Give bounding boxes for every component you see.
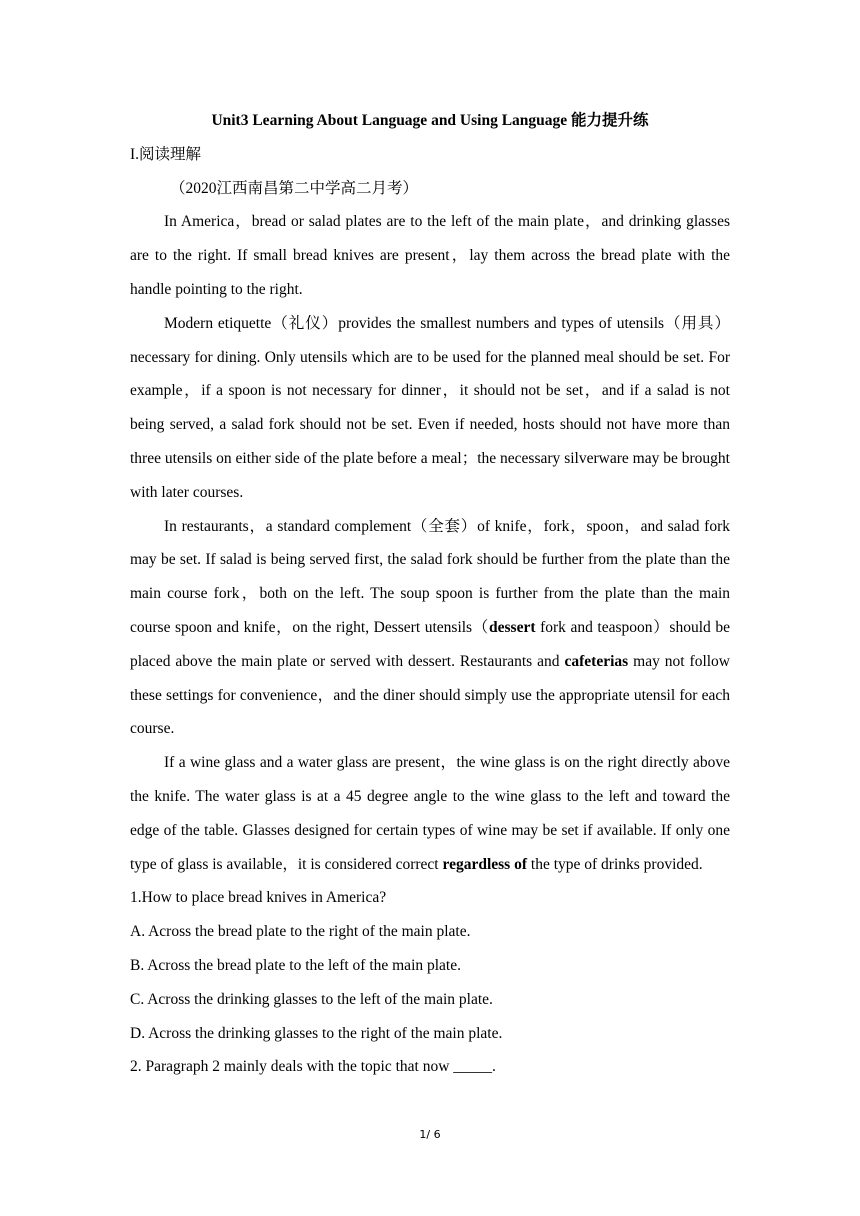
- page-number: 1/ 6: [419, 1128, 441, 1141]
- question-1-option-a: A. Across the bread plate to the right of the main plate.: [130, 923, 471, 941]
- section-heading: I.阅读理解: [130, 145, 202, 163]
- paragraph-3-part-a: In restaurants，a standard complement（全套）of knife，fork，spoon，and salad fork may be set. If salad is being served first, the salad fork should be further from the plate than the main course fork，both on the left. The soup spoon is further from the plate than the main course spoon and knife，on the right, Dessert utensils（: [130, 517, 730, 636]
- question-1-option-c: C. Across the drinking glasses to the left of the main plate.: [130, 990, 493, 1008]
- paragraph-4-part-a: If a wine glass and a water glass are present，the wine glass is on the right directly above the knife. The water glass is at a 45 degree angle to the wine glass to the left and toward the edge of the table. Glasses designed for certain types of wine may be set if available. If only one type of glass is available，it is considered correct: [130, 754, 730, 873]
- paragraph-3-part-b: fork and teaspoon）should be placed above the main plate or served with dessert. Restaurants and: [130, 618, 730, 670]
- question-1-option-d: D. Across the drinking glasses to the right of the main plate.: [130, 1024, 503, 1042]
- paragraph-3-part-c: may not follow these settings for convenience，and the diner should simply use the appropriate utensil for each course.: [130, 652, 730, 738]
- paragraph-2: Modern etiquette（礼仪）provides the smallest numbers and types of utensils（用具）necessary for dining. Only utensils which are to be used for the planned meal should be set. For example，if a spoon is not necessary for dinner，it should not be set，and if a salad is not being served, a salad fork should not be set. Even if needed, hosts should not have more than three utensils on either side of the plate before a meal；the necessary silverware may be brought with later courses.: [130, 314, 730, 501]
- paragraph-1: In America，bread or salad plates are to the left of the main plate，and drinking glasses are to the right. If small bread knives are present，lay them across the bread plate with the handle pointing to the right.: [130, 213, 730, 298]
- question-1: 1.How to place bread knives in America?: [130, 889, 387, 907]
- keyword-dessert: dessert: [489, 618, 536, 636]
- document-title: Unit3 Learning About Language and Using Language 能力提升练: [211, 112, 649, 129]
- keyword-regardless-of: regardless of: [442, 855, 528, 873]
- paragraph-3: [130, 510, 730, 747]
- question-1-option-b: B. Across the bread plate to the left of the main plate.: [130, 956, 461, 974]
- document-body: [130, 104, 730, 1084]
- paragraph-4-part-b: the type of drinks provided.: [527, 855, 703, 873]
- paragraph-4: [130, 746, 730, 881]
- source-note: （2020江西南昌第二中学高二月考）: [170, 179, 419, 197]
- keyword-cafeterias: cafeterias: [564, 652, 629, 670]
- question-2: 2. Paragraph 2 mainly deals with the topic that now _____.: [130, 1058, 496, 1076]
